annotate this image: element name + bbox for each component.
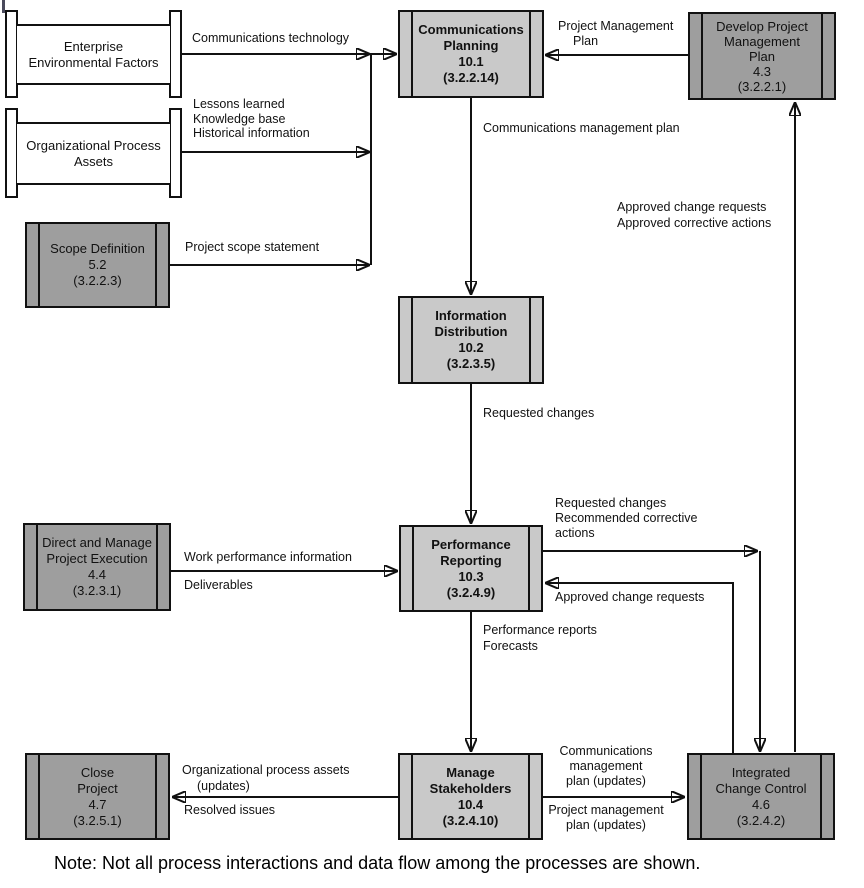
process-box-integrated-change-control <box>687 753 835 840</box>
box-text-line: 4.6 <box>751 796 771 812</box>
box-text-line: 10.3 <box>458 568 484 584</box>
process-box-communications-planning <box>398 10 544 98</box>
box-text-line: Enterprise <box>63 38 124 54</box>
label-line: Approved change requests <box>617 200 767 214</box>
label-line: Communications management plan <box>483 121 680 135</box>
box-text-line: Change Control <box>715 780 807 796</box>
box-label <box>17 122 170 185</box>
box-text-line: Project <box>77 780 118 796</box>
process-box-develop-project-management-plan <box>688 12 836 100</box>
label-line: Communications technology <box>192 31 350 45</box>
edge-label-approved-change-requests-pr <box>555 590 704 605</box>
label-line: Project management <box>548 803 664 817</box>
box-label <box>418 22 523 86</box>
label-line: Organizational process assets <box>182 763 350 777</box>
box-label <box>430 765 512 829</box>
ibeam-bar <box>169 108 182 198</box>
edge-label-project-scope-statement <box>185 240 319 255</box>
enterprise-environmental-factors-box <box>5 10 182 98</box>
edge-label-communications-technology <box>192 31 349 46</box>
label-line: Approved change requests <box>555 590 705 604</box>
box-text-line: 4.4 <box>87 567 107 582</box>
box-label <box>715 765 806 829</box>
box-label <box>431 537 510 601</box>
box-text-line: Develop Project <box>716 18 808 34</box>
label-line: Performance reports <box>483 623 597 637</box>
box-text-line: 10.4 <box>457 796 484 812</box>
label-line: Project scope statement <box>185 240 320 254</box>
box-text-line: Plan <box>748 48 776 64</box>
box-text-line: Communications <box>418 22 524 37</box>
label-line: Project Management <box>558 19 674 33</box>
box-text-line: Planning <box>443 38 499 53</box>
box-text-line: 10.1 <box>458 54 484 69</box>
label-line: Resolved issues <box>184 803 276 817</box>
footnote: Note: Not all process interactions and data flow among the processes are shown. <box>54 853 701 873</box>
box-text-line: (3.2.3.5) <box>446 356 496 371</box>
box-text-line: Reporting <box>440 552 502 568</box>
process-box-close-project <box>25 753 170 840</box>
box-label <box>435 308 508 372</box>
edge-label-performance-reports <box>483 622 597 654</box>
label-line: Requested changes <box>555 496 667 510</box>
box-text-line: Environmental Factors <box>28 54 159 70</box>
label-line: Deliverables <box>184 578 253 592</box>
box-text-line: Organizational Process <box>26 137 161 153</box>
box-text-line: Scope Definition <box>50 241 145 256</box>
box-text-line: Integrated <box>731 764 791 780</box>
label-line: Plan <box>573 34 599 48</box>
box-text-line: (3.2.2.3) <box>73 273 122 288</box>
box-label <box>50 241 145 289</box>
box-text-line: Distribution <box>434 324 508 339</box>
process-box-scope-definition <box>25 222 170 308</box>
edge-label-approved-changes-to-dpmp <box>617 199 771 231</box>
process-box-information-distribution <box>398 296 544 384</box>
box-text-line: (3.2.4.2) <box>736 812 786 828</box>
box-text-line: 10.2 <box>458 340 484 355</box>
box-text-line: (3.2.4.10) <box>442 812 499 828</box>
label-line: Approved corrective actions <box>617 216 772 230</box>
process-box-manage-stakeholders <box>398 753 543 840</box>
label-line: Historical information <box>193 126 310 140</box>
box-text-line: 4.3 <box>752 63 772 79</box>
box-text-line: (3.2.3.1) <box>72 583 122 598</box>
box-text-line: Assets <box>73 153 113 169</box>
box-text-line: Information <box>435 308 507 323</box>
box-label <box>42 535 152 599</box>
label-line: Work performance information <box>184 550 352 564</box>
edge-label-resolved-issues <box>184 803 275 818</box>
edge-label-requested-changes-id <box>483 406 594 421</box>
box-text-line: (3.2.5.1) <box>73 812 122 828</box>
box-text-line: Management <box>724 33 800 49</box>
box-label <box>716 19 808 94</box>
edge-label-opa-updates <box>182 762 349 794</box>
box-text-line: (3.2.2.1) <box>737 78 787 94</box>
label-line: management <box>569 759 643 773</box>
edge-label-requested-changes-icc <box>555 496 697 541</box>
label-line: Lessons learned <box>193 97 285 111</box>
label-line: plan (updates) <box>566 818 646 832</box>
box-label <box>17 24 170 85</box>
box-text-line: (3.2.2.14) <box>443 70 499 85</box>
label-line: (updates) <box>197 779 250 793</box>
box-text-line: Close <box>80 764 115 780</box>
edge-icc-to-performance-reporting <box>546 583 733 753</box>
box-label <box>73 765 121 829</box>
label-line: plan (updates) <box>566 774 646 788</box>
label-line: actions <box>555 526 595 540</box>
label-line: Communications <box>559 744 653 758</box>
edge-label-project-management-plan <box>558 19 673 49</box>
label-line: Forecasts <box>483 639 538 653</box>
box-text-line: Project Execution <box>46 551 148 566</box>
ibeam-bar <box>169 10 182 98</box>
process-box-direct-and-manage-project-execution <box>23 523 171 611</box>
edge-label-opa-outputs <box>193 97 310 141</box>
box-text-line: Stakeholders <box>429 780 512 796</box>
edge-label-project-mgmt-plan-updates <box>548 803 664 833</box>
label-line: Knowledge base <box>193 111 286 126</box>
box-text-line: 5.2 <box>88 257 107 272</box>
label-line: Requested changes <box>483 406 595 420</box>
process-box-performance-reporting <box>399 525 543 612</box>
organizational-process-assets-box <box>5 108 182 198</box>
edge-junction-to-communications-planning <box>371 54 396 265</box>
box-text-line: Direct and Manage <box>42 535 152 550</box>
edge-label-deliverables <box>184 578 253 593</box>
box-text-line: (3.2.4.9) <box>446 584 496 600</box>
label-line: Recommended corrective <box>555 511 698 525</box>
box-text-line: Manage <box>446 764 495 780</box>
edge-label-communications-management-plan <box>483 121 680 136</box>
edge-label-work-performance-information <box>184 550 352 565</box>
box-text-line: 4.7 <box>88 796 107 812</box>
box-text-line: Performance <box>431 536 511 552</box>
edge-label-comm-mgmt-plan-updates <box>548 744 664 789</box>
